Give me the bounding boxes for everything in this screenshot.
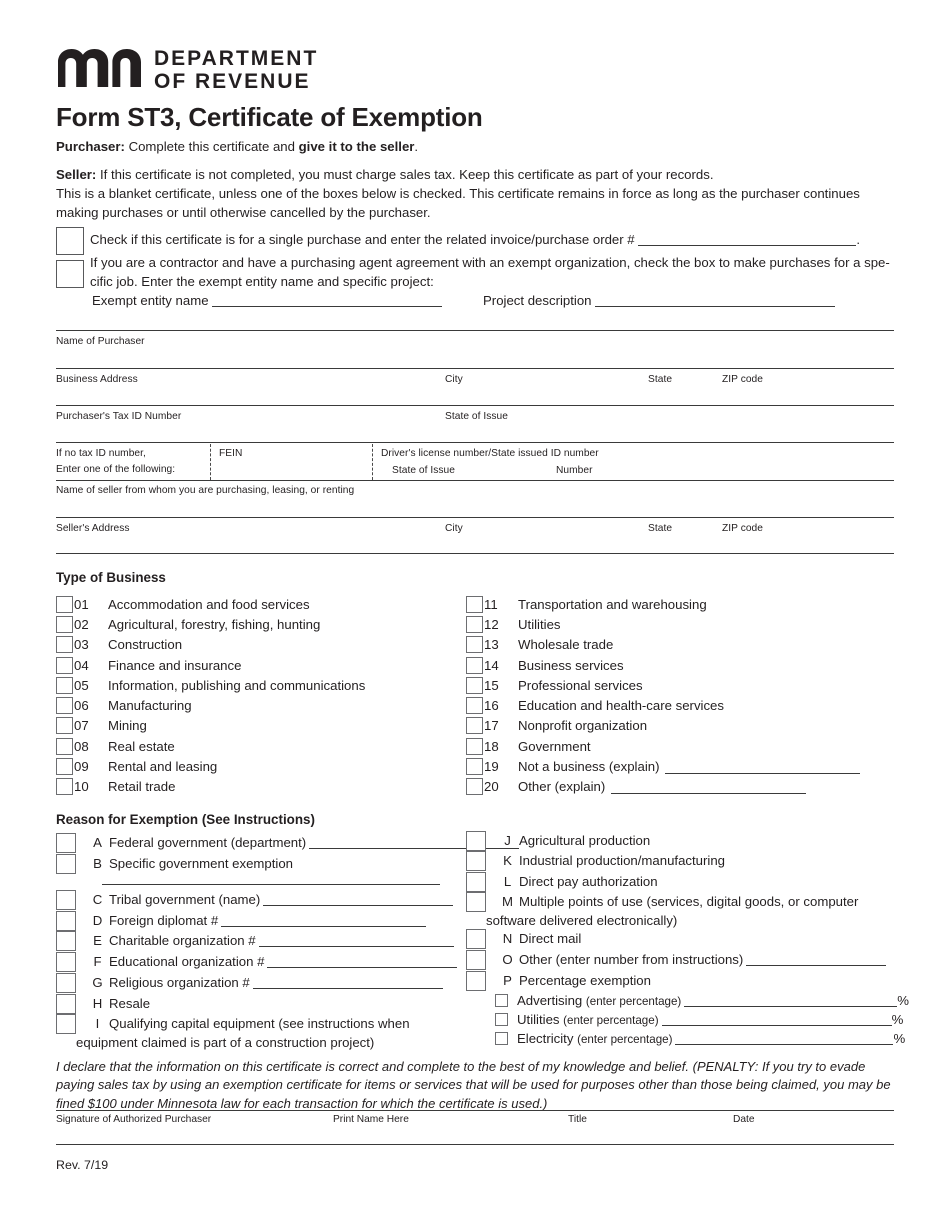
exemption-reason-letter: L: [503, 874, 512, 889]
exemption-reason-letter: D: [92, 913, 103, 928]
exemption-reason-letter: A: [93, 835, 102, 850]
percentage-exemption-content: [517, 991, 909, 1011]
date-input[interactable]: [733, 1126, 893, 1142]
title-label: Title: [568, 1114, 587, 1125]
exemption-reason-label: Direct pay authorization: [519, 874, 658, 889]
business-type-checkbox-18[interactable]: [466, 738, 483, 755]
business-type-checkbox-15[interactable]: [466, 677, 483, 694]
exemption-reason-letter: J: [504, 833, 511, 848]
business-type-number: 11: [484, 596, 498, 612]
percentage-exemption-hint: (enter percentage): [585, 995, 682, 1008]
business-type-label: Retail trade: [108, 779, 176, 795]
exemption-reason-content: [109, 994, 150, 1014]
print-name-label: Print Name Here: [333, 1114, 409, 1125]
single-purchase-text: Check if this certificate is for a single purchase and enter the related invoice/purchase order #: [90, 232, 635, 247]
exemption-reason-row: [56, 1014, 410, 1052]
business-type-label: Rental and leasing: [108, 759, 218, 775]
business-type-checkbox-16[interactable]: [466, 697, 483, 714]
business-type-checkbox-19[interactable]: [466, 758, 483, 775]
exemption-reason-label-line-2: software delivered electronically): [486, 913, 678, 928]
divider-business-address: [56, 368, 894, 369]
exemption-reason-row: [56, 931, 454, 951]
exemption-reason-row: [56, 994, 150, 1014]
exemption-reason-letter: G: [92, 975, 103, 990]
business-type-checkbox-10[interactable]: [56, 778, 73, 795]
exemption-reason-input[interactable]: [263, 892, 453, 906]
title-input[interactable]: [568, 1126, 728, 1142]
exemption-reason-checkbox-M[interactable]: [466, 892, 486, 912]
exemption-reason-content: [109, 952, 457, 972]
percentage-exemption-row: [495, 1029, 905, 1049]
exemption-reason-label-line-2: equipment claimed is part of a construction project): [76, 1035, 375, 1050]
business-type-checkbox-01[interactable]: [56, 596, 73, 613]
zip-label: ZIP code: [722, 374, 763, 385]
business-type-label: Information, publishing and communications: [108, 677, 366, 693]
exemption-reason-label: Federal government: [109, 835, 231, 850]
exemption-reason-content: [76, 1014, 410, 1052]
business-type-checkbox-14[interactable]: [466, 657, 483, 674]
percentage-exemption-input[interactable]: [662, 1012, 892, 1026]
print-name-input[interactable]: [333, 1126, 563, 1142]
business-type-number: 09: [74, 759, 89, 775]
business-type-label: Manufacturing: [108, 698, 192, 714]
business-type-number: 12: [484, 616, 499, 632]
exemption-reason-label: Industrial production/manufacturing: [519, 853, 725, 868]
percentage-exemption-row: [495, 991, 909, 1011]
percentage-exemption-checkbox[interactable]: [495, 1032, 508, 1045]
exemption-reason-row: [466, 892, 858, 930]
exemption-reason-label: Religious organization #: [109, 975, 250, 990]
business-type-row: [466, 655, 624, 675]
specific-government-exemption-input[interactable]: [102, 884, 440, 885]
business-type-checkbox-13[interactable]: [466, 636, 483, 653]
exemption-reason-row: [466, 851, 725, 871]
business-type-row: [56, 777, 175, 797]
business-type-checkbox-20[interactable]: [466, 778, 483, 795]
exemption-reason-row: [56, 854, 293, 874]
exemption-reason-label: Percentage exemption: [519, 973, 651, 988]
contractor-agent-line-2: cific job. Enter the exempt entity name and specific project:: [90, 273, 434, 289]
no-tax-id-line-1: If no tax ID number,: [56, 448, 146, 459]
seller-name-label: Name of seller from whom you are purchasing, leasing, or renting: [56, 485, 355, 496]
percentage-sign: %: [897, 993, 910, 1008]
business-type-checkbox-09[interactable]: [56, 758, 73, 775]
exemption-reason-letter: I: [95, 1016, 100, 1031]
business-type-checkbox-02[interactable]: [56, 616, 73, 633]
exemption-reason-letter: O: [502, 952, 513, 967]
agency-line-1: DEPARTMENT: [154, 47, 319, 70]
seller-label: Seller:: [56, 167, 97, 182]
exemption-reason-row: [466, 929, 581, 949]
exemption-reason-checkbox-I[interactable]: [56, 1014, 76, 1034]
exemption-reason-letter: N: [502, 931, 513, 946]
business-type-row: [56, 716, 147, 736]
business-type-checkbox-08[interactable]: [56, 738, 73, 755]
percentage-exemption-row: [495, 1010, 903, 1030]
seller-zip-label: ZIP code: [722, 523, 763, 534]
contractor-agent-label: [90, 254, 902, 291]
exemption-reason-checkbox-D[interactable]: [56, 911, 76, 931]
project-description-input[interactable]: [595, 293, 835, 307]
business-type-label: Agricultural, forestry, fishing, hunting: [108, 616, 321, 632]
business-type-label: Business services: [518, 657, 624, 673]
business-type-row: [466, 736, 591, 756]
exemption-reason-label: Agricultural production: [519, 833, 651, 848]
business-type-row: [56, 696, 192, 716]
exemption-reason-letter: H: [92, 996, 103, 1011]
business-type-number: 15: [484, 677, 499, 693]
business-type-checkbox-06[interactable]: [56, 697, 73, 714]
exemption-reason-row: [56, 911, 426, 931]
name-of-purchaser-label: Name of Purchaser: [56, 336, 145, 347]
seller-state-label: State: [648, 523, 673, 534]
business-type-label: Construction: [108, 637, 183, 653]
exemption-reason-label: Direct mail: [519, 931, 582, 946]
business-type-label: Other (explain): [518, 779, 606, 795]
business-address-label: Business Address: [56, 374, 138, 385]
percentage-exemption-hint: (enter percentage): [577, 1033, 673, 1046]
exemption-reason-checkbox-L[interactable]: [466, 872, 486, 892]
city-label: City: [445, 374, 463, 385]
exemption-reason-label: Other: [519, 952, 556, 967]
divider-tax-id: [56, 405, 894, 406]
purchaser-period: .: [414, 139, 419, 154]
business-type-number: 19: [484, 759, 499, 775]
exemption-reason-letter: K: [503, 853, 512, 868]
fein-label: FEIN: [219, 448, 243, 459]
blanket-certificate-text: This is a blanket certificate, unless one of the boxes below is checked. This certificate remains in force as long as the purchaser continues making purchases or until otherwise cancelled by the purchaser.: [56, 186, 860, 220]
exemption-reason-checkbox-H[interactable]: [56, 994, 76, 1014]
declaration-text: I declare that the information on this certificate is correct and complete to the best of my knowledge and belief. (PENALTY: If you try to evade paying sales tax by using an exemption certificate for items or services that will be used for purposes other than those being claimed, you may be fined $100 under Minnesota law for each transaction for which the certificate is used.): [56, 1059, 891, 1111]
business-type-row: [56, 655, 241, 675]
exemption-reason-content: [109, 833, 519, 853]
exemption-reason-checkbox-F[interactable]: [56, 952, 76, 972]
exemption-reason-checkbox-N[interactable]: [466, 929, 486, 949]
exemption-reason-content: [519, 831, 650, 851]
business-type-number: 03: [74, 637, 89, 653]
business-type-row: [466, 594, 707, 614]
business-type-label: Utilities: [518, 616, 561, 632]
single-purchase-label: [90, 231, 900, 250]
business-type-number: 14: [484, 657, 499, 673]
exemption-reason-letter: E: [93, 933, 102, 948]
date-label: Date: [733, 1114, 755, 1125]
seller-address-input[interactable]: [56, 535, 894, 551]
divider-no-tax-id: [56, 442, 894, 443]
exemption-reason-checkbox-J[interactable]: [466, 831, 486, 851]
exemption-reason-content: [519, 971, 651, 991]
business-type-checkbox-03[interactable]: [56, 636, 73, 653]
business-type-checkbox-07[interactable]: [56, 717, 73, 734]
exemption-reason-content: [109, 854, 293, 874]
tax-id-state-of-issue-label: State of Issue: [445, 411, 508, 422]
business-type-number: 18: [484, 738, 499, 754]
business-type-row: [466, 716, 647, 736]
business-type-number: 02: [74, 616, 89, 632]
fein-divider: [210, 444, 211, 480]
business-type-number: 05: [74, 677, 89, 693]
percentage-exemption-content: [517, 1010, 903, 1030]
drivers-license-label: Driver's license number/State issued ID number: [381, 448, 599, 459]
exemption-reason-content: [486, 892, 859, 930]
seller-text: If this certificate is not completed, you must charge sales tax. Keep this certificate as part of your records.: [96, 167, 714, 182]
exemption-reason-checkbox-O[interactable]: [466, 950, 486, 970]
percentage-exemption-input[interactable]: [675, 1031, 893, 1045]
exemption-reason-label: Resale: [109, 996, 151, 1011]
percentage-sign: %: [891, 1012, 904, 1027]
percentage-sign: %: [893, 1031, 906, 1046]
exemption-reason-label: Qualifying capital equipment (see instructions when: [109, 1016, 410, 1031]
exemption-reason-hint: (enter number from instructions): [555, 952, 744, 967]
invoice-number-input[interactable]: [638, 232, 856, 246]
business-type-explain-input[interactable]: [665, 760, 860, 774]
percentage-exemption-hint: (enter percentage): [563, 1014, 659, 1027]
business-type-row: [56, 594, 310, 614]
exemption-reason-input[interactable]: [221, 913, 426, 927]
exemption-reason-input[interactable]: [267, 954, 457, 968]
exemption-reason-letter: P: [503, 973, 512, 988]
business-type-checkbox-11[interactable]: [466, 596, 483, 613]
business-type-row: [56, 736, 175, 756]
exemption-reason-content: [109, 890, 453, 910]
agency-line-2: OF REVENUE: [154, 70, 311, 93]
seller-city-label: City: [445, 523, 463, 534]
business-type-explain-input[interactable]: [611, 780, 806, 794]
project-description-row: [483, 292, 835, 311]
exemption-reason-row: [56, 952, 457, 972]
business-type-row: [56, 756, 217, 776]
page-title: Form ST3, Certificate of Exemption: [56, 102, 483, 132]
agency-header: [56, 48, 318, 92]
exemption-reason-letter: F: [93, 954, 102, 969]
signature-input[interactable]: [56, 1126, 326, 1142]
exemption-reason-input[interactable]: [253, 975, 443, 989]
exemption-reason-checkbox-P[interactable]: [466, 971, 486, 991]
business-type-label: Wholesale trade: [518, 637, 614, 653]
exemption-reason-row: [56, 833, 519, 853]
exemption-reason-checkbox-A[interactable]: [56, 833, 76, 853]
business-type-row: [466, 777, 806, 797]
purchaser-bold-tail: give it to the seller: [298, 139, 415, 154]
percentage-exemption-checkbox[interactable]: [495, 1013, 508, 1026]
state-label: State: [648, 374, 673, 385]
name-of-purchaser-input[interactable]: [56, 348, 894, 366]
exemption-reason-content: [109, 911, 426, 931]
divider-name-of-purchaser: [56, 330, 894, 331]
exemption-reason-label: Educational organization #: [109, 954, 265, 969]
purchaser-instruction: [56, 138, 916, 157]
business-type-row: [466, 696, 724, 716]
business-type-number: 16: [484, 698, 499, 714]
business-type-label: Finance and insurance: [108, 657, 242, 673]
divider-seller-name: [56, 480, 894, 481]
seller-name-input[interactable]: [56, 498, 894, 514]
percentage-exemption-input[interactable]: [684, 993, 897, 1007]
business-type-row: [56, 675, 365, 695]
business-type-row: [56, 635, 182, 655]
percentage-exemption-label: Utilities: [517, 1012, 564, 1027]
type-of-business-heading: Type of Business: [56, 570, 166, 585]
exempt-entity-input[interactable]: [212, 293, 442, 307]
exempt-entity-label: Exempt entity name: [92, 293, 209, 308]
exemption-reason-row: [466, 831, 650, 851]
business-type-row: [466, 635, 613, 655]
exemption-reason-checkbox-E[interactable]: [56, 931, 76, 951]
exemption-reason-row: [56, 890, 453, 910]
business-type-label: Mining: [108, 718, 147, 734]
business-type-number: 06: [74, 698, 89, 714]
exemption-reason-row: [56, 973, 443, 993]
exemption-reason-content: [519, 872, 658, 892]
exemption-reason-label: Charitable organization #: [109, 933, 256, 948]
business-type-label: Education and health-care services: [518, 698, 724, 714]
exemption-reason-content: [519, 950, 886, 970]
exemption-reason-letter: B: [93, 856, 102, 871]
business-type-number: 01: [74, 596, 89, 612]
exemption-reason-input[interactable]: [746, 952, 886, 966]
no-tax-id-line-2: Enter one of the following:: [56, 464, 176, 475]
single-purchase-trailing: .: [856, 232, 860, 247]
divider-seller-address-bottom: [56, 553, 894, 554]
exemption-reason-checkbox-C[interactable]: [56, 890, 76, 910]
reason-for-exemption-heading: Reason for Exemption (See Instructions): [56, 812, 315, 827]
business-type-label: Government: [518, 738, 591, 754]
business-address-input[interactable]: [56, 386, 894, 402]
exemption-reason-hint: (department): [230, 835, 307, 850]
exemption-reason-input[interactable]: [259, 933, 454, 947]
divider-seller-address: [56, 517, 894, 518]
fein-input[interactable]: [219, 460, 364, 478]
drivers-license-divider: [372, 444, 373, 480]
dl-number-label: Number: [556, 465, 593, 476]
contractor-agent-checkbox[interactable]: [56, 260, 84, 288]
tax-id-input[interactable]: [56, 423, 894, 439]
exempt-entity-row: [92, 292, 442, 311]
agency-name: [154, 48, 318, 92]
business-type-row: [466, 675, 643, 695]
business-type-label: Accommodation and food services: [108, 596, 310, 612]
exemption-reason-label: Foreign diplomat #: [109, 913, 219, 928]
tax-id-label: Purchaser's Tax ID Number: [56, 411, 182, 422]
business-type-number: 04: [74, 657, 89, 673]
purchaser-text: Complete this certificate and: [124, 139, 299, 154]
signature-label: Signature of Authorized Purchaser: [56, 1114, 212, 1125]
business-type-checkbox-17[interactable]: [466, 717, 483, 734]
business-type-row: [56, 614, 320, 634]
revision-label: Rev. 7/19: [56, 1158, 109, 1172]
business-type-checkbox-05[interactable]: [56, 677, 73, 694]
business-type-label: Not a business (explain): [518, 759, 660, 775]
dl-state-of-issue-label: State of Issue: [392, 465, 455, 476]
percentage-exemption-label: Advertising: [517, 993, 586, 1008]
business-type-number: 10: [74, 779, 89, 795]
contractor-agent-line-1: If you are a contractor and have a purchasing agent agreement with an exempt organization, check the box to make purchases for a spe-: [90, 255, 890, 270]
exemption-reason-checkbox-G[interactable]: [56, 973, 76, 993]
business-type-label: Professional services: [518, 677, 643, 693]
business-type-number: 08: [74, 738, 89, 754]
dl-state-of-issue-input[interactable]: [392, 476, 542, 482]
exemption-reason-content: [109, 973, 443, 993]
business-type-number: 17: [484, 718, 499, 734]
business-type-label: Nonprofit organization: [518, 718, 648, 734]
purchaser-label: Purchaser:: [56, 139, 125, 154]
business-type-number: 20: [484, 779, 499, 795]
exemption-reason-content: [519, 929, 581, 949]
exemption-reason-letter: C: [92, 892, 103, 907]
business-type-row: [466, 614, 561, 634]
mn-wordmark-logo: [56, 48, 142, 88]
single-purchase-checkbox[interactable]: [56, 227, 84, 255]
exemption-reason-label: Multiple points of use (services, digital goods, or computer: [519, 894, 859, 909]
divider-signature: [56, 1110, 894, 1111]
business-type-checkbox-04[interactable]: [56, 657, 73, 674]
exemption-reason-letter: M: [502, 894, 513, 909]
percentage-exemption-label: Electricity: [517, 1031, 578, 1046]
exemption-reason-label: Specific government exemption: [109, 856, 293, 871]
exemption-reason-row: [466, 950, 886, 970]
seller-address-label: Seller's Address: [56, 523, 130, 534]
exemption-reason-checkbox-B[interactable]: [56, 854, 76, 874]
exemption-reason-hint: (name): [218, 892, 261, 907]
seller-instruction: [56, 166, 916, 185]
business-type-number: 07: [74, 718, 89, 734]
percentage-exemption-content: [517, 1029, 905, 1049]
business-type-row: [466, 756, 860, 776]
business-type-number: 13: [484, 637, 499, 653]
exemption-reason-row: [466, 872, 658, 892]
exemption-reason-checkbox-K[interactable]: [466, 851, 486, 871]
exemption-reason-label: Tribal government: [109, 892, 219, 907]
percentage-exemption-checkbox[interactable]: [495, 994, 508, 1007]
exemption-reason-content: [519, 851, 725, 871]
divider-footer: [56, 1144, 894, 1145]
business-type-checkbox-12[interactable]: [466, 616, 483, 633]
exemption-reason-row: [466, 971, 651, 991]
business-type-label: Real estate: [108, 738, 175, 754]
project-description-label: Project description: [483, 293, 592, 308]
dl-number-input[interactable]: [556, 476, 756, 482]
exemption-reason-content: [109, 931, 454, 951]
business-type-label: Transportation and warehousing: [518, 596, 707, 612]
